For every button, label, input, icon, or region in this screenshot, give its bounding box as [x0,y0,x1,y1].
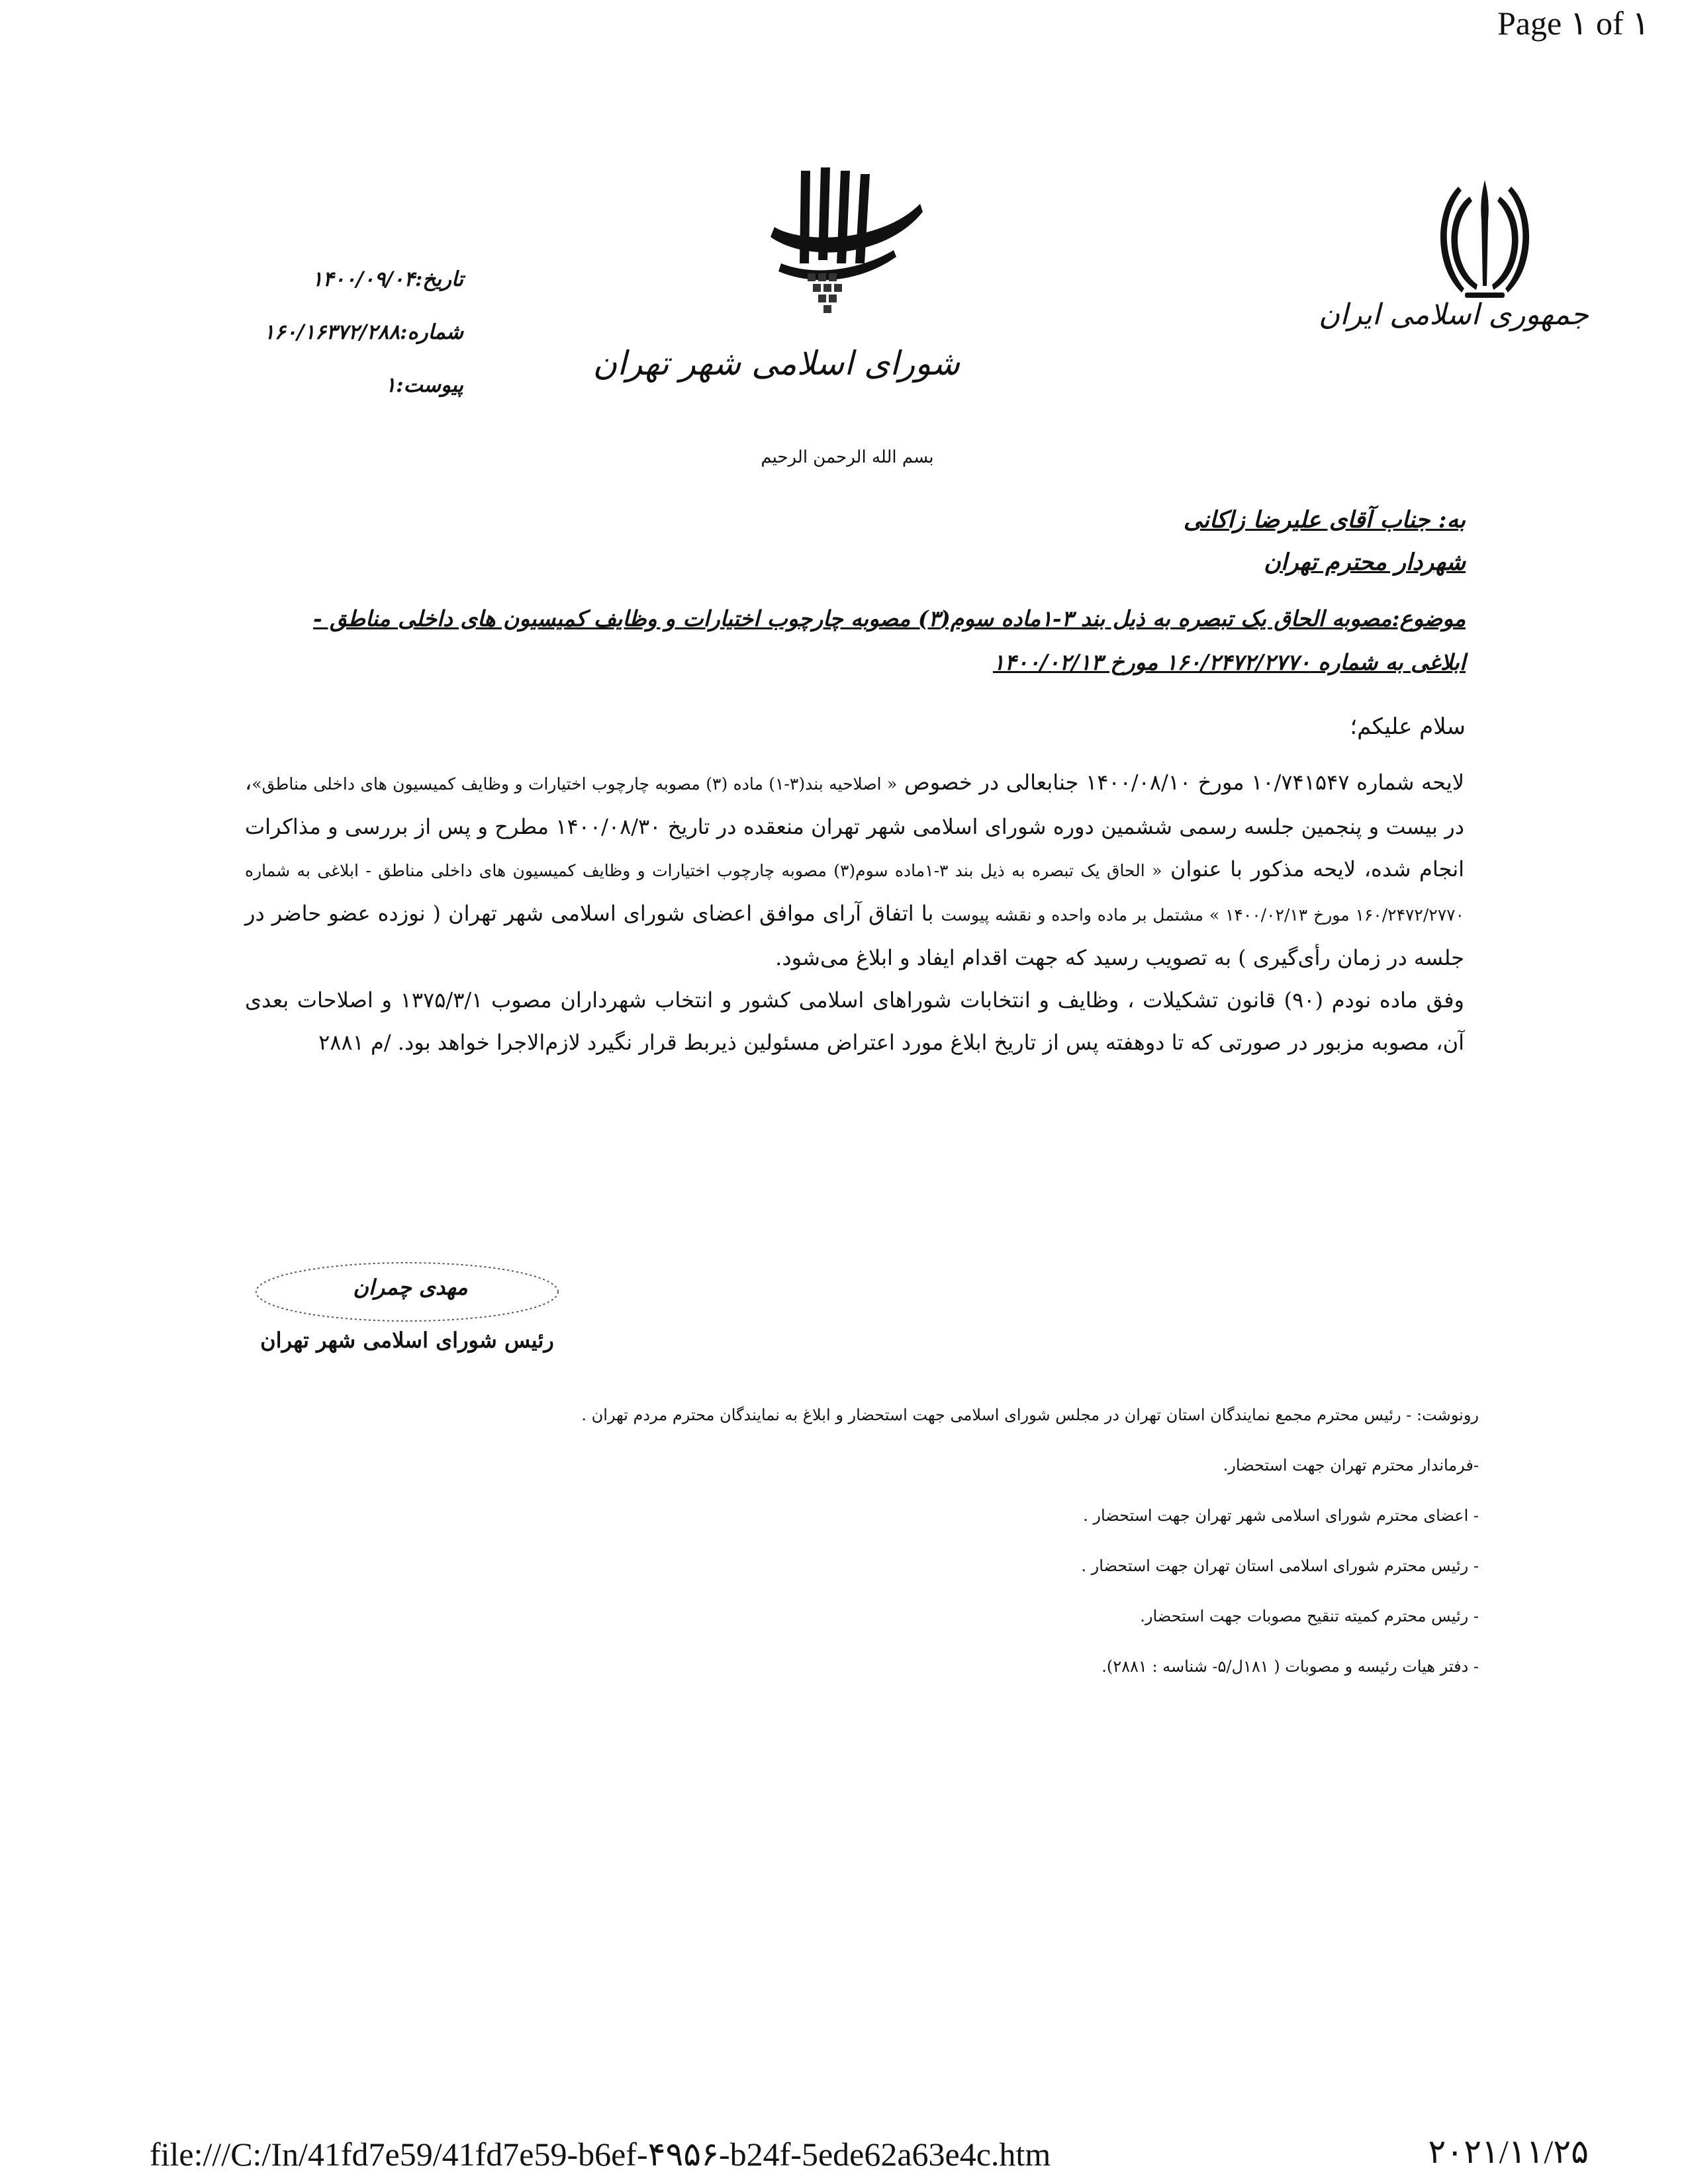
letter-attachment: پیوست:۱ [385,373,463,397]
letter-date: تاریخ:۱۴۰۰/۰۹/۰۴ [312,267,463,291]
iran-emblem-icon [1429,173,1541,306]
footer-file-path: file:///C:/In/41fd7e59/41fd7e59-b6ef-۴۹۵۶-b24f-5ede62a63e4c.htm [150,2136,1051,2173]
body-quote-segment: « الحاق یک تبصره به ذیل بند ۳-۱ماده سوم(۳) مصوبه چارچوب اختیارات و وظایف کمیسیون های داخلی مناطق - ابلاغی به شماره ۱۶۰/۲۴۷۲/۲۷۷۰ مورخ ۱۴۰۰/۰۲/۱۳ » مشتمل بر ماده واحده و نقشه پیوست [245,861,1464,925]
letter-body [245,761,1464,1064]
letter-number: شماره:۱۶۰/۱۶۳۷۲/۲۸۸ [263,320,463,344]
recipient-title: شهردار محترم تهران [1264,549,1466,576]
subject-line-1: موضوع:مصوبه الحاق یک تبصره به ذیل بند ۳-۱ماده سوم(۳) مصوبه چارچوب اختیارات و وظایف کمیسیون های داخلی مناطق - [313,606,1466,631]
emblem-caption: جمهوری اسلامی ایران [1318,298,1589,332]
cc-item: رونوشت: - رئیس محترم مجمع نمایندگان استان تهران در مجلس شورای اسلامی جهت استحضار و ابلاغ به نمایندگان محترم مردم تهران . [581,1406,1479,1424]
body-quote-segment: « اصلاحیه بند(۳-۱) ماده (۳) مصوبه چارچوب اختیارات و وظایف کمیسیون های داخلی مناطق» [252,774,898,794]
cc-item: - رئیس محترم کمیته تنقیح مصوبات جهت استحضار. [1140,1607,1479,1625]
bismillah: بسم الله الرحمن الرحیم [761,447,934,467]
greeting: سلام علیکم؛ [1350,713,1466,740]
body-paragraph-1 [245,761,1464,979]
cc-item: - رئیس محترم شورای اسلامی استان تهران جهت استحضار . [1081,1557,1479,1575]
body-text-segment: ، در بیست و پنجمین جلسه رسمی ششمین دوره شورای اسلامی شهر تهران منعقده در تاریخ ۱۴۰۰/۰۸/۳۰ مطرح و پس از بررسی و مذاکرات انجام شده، لایحه مذکور با عنوان [245,770,1465,882]
signature-name: مهدی چمران [353,1275,468,1300]
recipient-name: به: جناب آقای علیرضا زاکانی [1183,506,1466,533]
cc-item: - دفتر هیات رئیسه و مصوبات ( ۱۸۱ل/۵- شناسه : ۲۸۸۱). [1102,1657,1479,1676]
body-text-segment: لایحه شماره ۱۰/۷۴۱۵۴۷ مورخ ۱۴۰۰/۰۸/۱۰ جنابعالی در خصوص [897,770,1464,795]
subject-line-2: ابلاغی به شماره ۱۶۰/۲۴۷۲/۲۷۷۰ مورخ ۱۴۰۰/۰۲/۱۳ [992,649,1466,675]
cc-item: - اعضای محترم شورای اسلامی شهر تهران جهت استحضار . [1083,1506,1479,1525]
cc-item: -فرماندار محترم تهران جهت استحضار. [1223,1456,1479,1475]
footer-print-date: ۲۰۲۱/۱۱/۲۵ [1428,2133,1589,2170]
tehran-council-logo-icon [761,164,933,316]
body-text-segment: با اتفاق آرای موافق اعضای شورای اسلامی شهر تهران ( نوزده عضو حاضر در جلسه در زمان رأی‌گیری ) به تصویب رسید که جهت اقدام ایفاد و ابلاغ می‌شود. [245,901,1464,970]
cc-list [221,1390,1479,1692]
council-caption: شورای اسلامی شهر تهران [592,344,960,383]
letter-meta [238,253,463,412]
subject-block [301,597,1466,684]
recipient-block [870,499,1466,584]
page-indicator: Page ۱ of ۱ [1497,5,1650,42]
signature-title: رئیس شورای اسلامی شهر تهران [260,1328,554,1353]
body-paragraph-2: وفق ماده نودم (۹۰) قانون تشکیلات ، وظایف و انتخابات شوراهای اسلامی کشور و انتخاب شهرداران مصوب ۱۳۷۵/۳/۱ و اصلاحات بعدی آن، مصوبه مزبور در صورتی که تا دوهفته پس از تاریخ ابلاغ مورد اعتراض مسئولین ذیربط قرار نگیرد لازم‌الاجرا خواهد بود. /م ۲۸۸۱ [245,987,1465,1055]
